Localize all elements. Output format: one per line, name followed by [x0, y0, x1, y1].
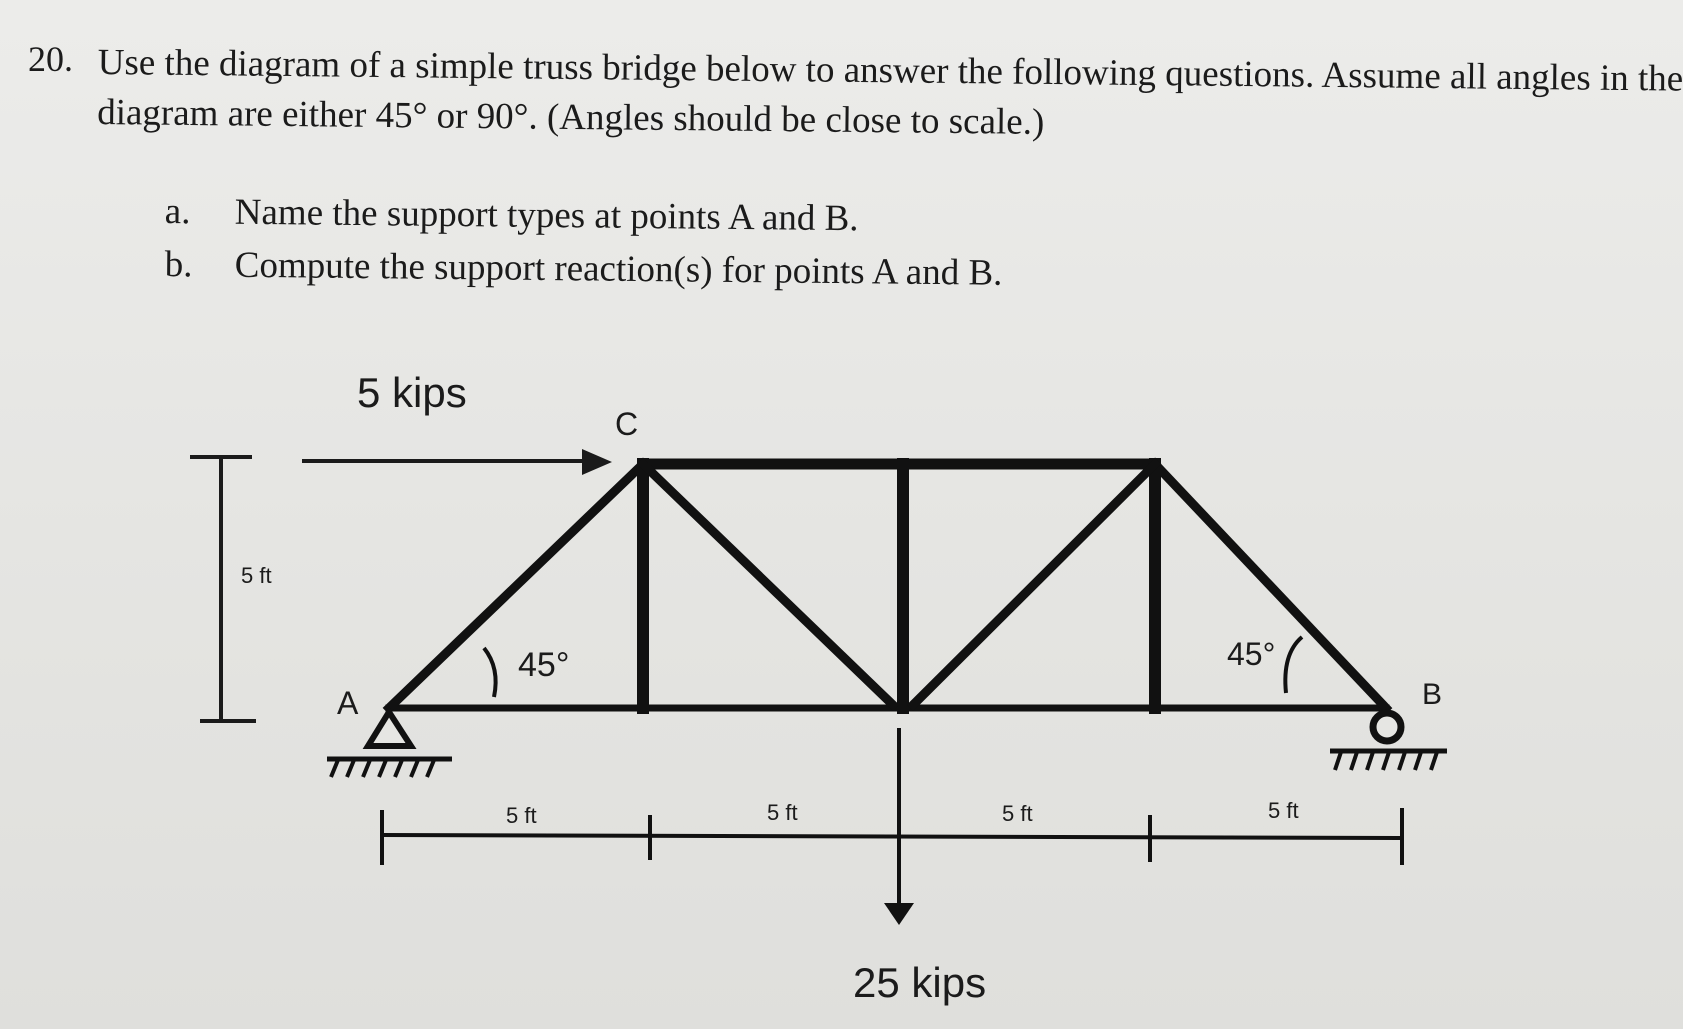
pin-support-a	[327, 712, 452, 777]
left-end-diagonal	[389, 464, 643, 708]
joint-c-label: C	[615, 406, 639, 442]
joint-b-label: B	[1422, 678, 1443, 711]
part-b-text: Compute the support reaction(s) for points A and B.	[234, 244, 1003, 294]
interior-diagonal-right	[913, 464, 1155, 705]
left-angle-arc	[484, 648, 496, 697]
interior-diagonal-left	[643, 464, 893, 705]
horizontal-load-arrow	[302, 449, 612, 475]
span-label-2: 5 ft	[767, 800, 798, 825]
horizontal-load-label: 5 kips	[357, 369, 467, 416]
span-label-1: 5 ft	[506, 803, 537, 828]
part-a-text: Name the support types at points A and B.	[234, 191, 859, 240]
vertical-load-arrow	[884, 728, 914, 925]
height-label: 5 ft	[241, 563, 272, 588]
part-b-label: b.	[164, 243, 193, 286]
vertical-load-label: 25 kips	[853, 959, 987, 1006]
span-label-4: 5 ft	[1268, 798, 1299, 823]
right-angle-arc	[1285, 637, 1302, 693]
height-dimension	[190, 457, 256, 721]
roller-support-b	[1330, 713, 1447, 770]
part-a-label: a.	[164, 190, 191, 233]
joint-a-label: A	[337, 685, 359, 721]
right-angle-label: 45°	[1227, 636, 1276, 672]
question-text: Use the diagram of a simple truss bridge below to answer the following questions. Assume all angles in the diagram are either 45° or 90°. (Angles should be close to scale.)	[97, 41, 1683, 143]
question-number: 20.	[28, 39, 73, 79]
left-angle-label: 45°	[518, 646, 570, 684]
span-label-3: 5 ft	[1002, 801, 1033, 826]
